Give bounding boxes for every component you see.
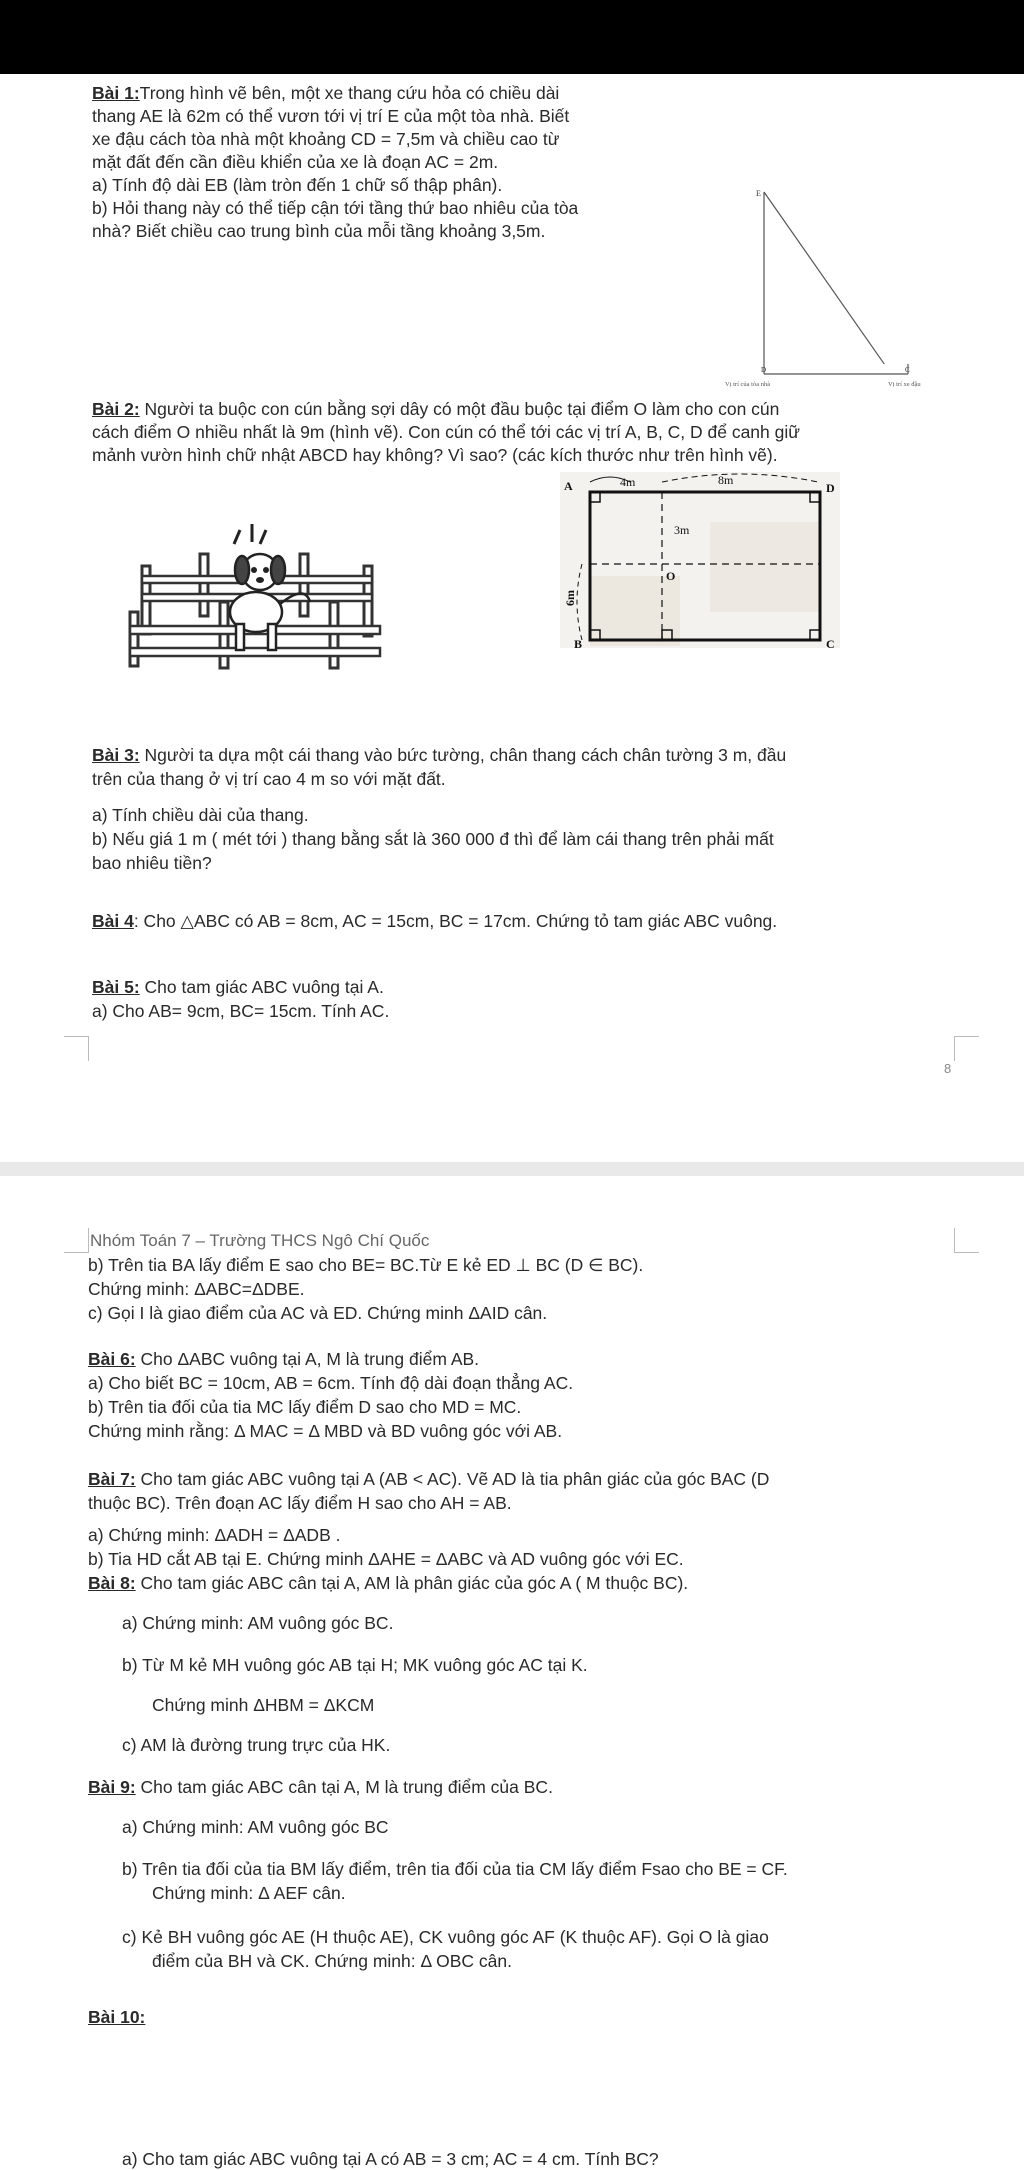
fig1-caption-truck: Vị trí xe đậu bbox=[888, 381, 921, 388]
exercise-5-line-1 bbox=[92, 976, 384, 998]
exercise-6-title: Bài 6: bbox=[88, 1349, 136, 1369]
exercise-2-line-3: mảnh vườn hình chữ nhật ABCD hay không? Vì sao? (các kích thước như trên hình vẽ). bbox=[92, 445, 778, 465]
exercise-8-line-1 bbox=[88, 1572, 688, 1594]
exercise-7-line-3: a) Chứng minh: ΔADH = ΔADB . bbox=[88, 1525, 341, 1545]
exercise-5-title: Bài 5: bbox=[92, 977, 140, 997]
exercise-10-line-1 bbox=[88, 2006, 145, 2028]
exercise-10-part-a: a) Cho tam giác ABC vuông tại A có AB = 3 cm; AC = 4 cm. Tính BC? bbox=[122, 2149, 659, 2169]
fig2-label-4m: 4m bbox=[620, 475, 636, 489]
exercise-1-line-6: b) Hỏi thang này có thể tiếp cận tới tầng thứ bao nhiêu của tòa bbox=[92, 198, 579, 218]
exercise-6-text: Cho ΔABC vuông tại A, M là trung điểm AB. bbox=[135, 1349, 480, 1369]
exercise-5-line-2: a) Cho AB= 9cm, BC= 15cm. Tính AC. bbox=[92, 1001, 390, 1021]
document-page-2 bbox=[0, 1176, 1024, 2169]
top-black-bar bbox=[0, 0, 1024, 74]
fig1-label-d: D bbox=[761, 366, 767, 374]
crop-mark-top-left bbox=[64, 1228, 89, 1253]
fig2-label-6m: 6m bbox=[563, 590, 577, 606]
fig2-label-8m: 8m bbox=[718, 473, 734, 487]
garden-rectangle-figure bbox=[560, 472, 840, 648]
exercise-7-line-4: b) Tia HD cắt AB tại E. Chứng minh ΔAHE = ΔABC và AD vuông góc với EC. bbox=[88, 1549, 684, 1569]
exercise-5-line-c: c) Gọi I là giao điểm của AC và ED. Chứng minh ΔAID cân. bbox=[88, 1303, 548, 1323]
exercise-3-title: Bài 3: bbox=[92, 745, 140, 765]
exercise-8-part-c: c) AM là đường trung trực của HK. bbox=[122, 1735, 391, 1755]
exercise-9-title: Bài 9: bbox=[88, 1777, 136, 1797]
exercise-5-line-b: b) Trên tia BA lấy điểm E sao cho BE= BC.Từ E kẻ ED ⊥ BC (D ∈ BC). bbox=[88, 1255, 644, 1275]
exercise-3-line-5: bao nhiêu tiền? bbox=[92, 853, 212, 873]
exercise-9-part-c: c) Kẻ BH vuông góc AE (H thuộc AE), CK vuông góc AF (K thuộc AF). Gọi O là giao bbox=[122, 1927, 769, 1947]
exercise-1-line-5: a) Tính độ dài EB (làm tròn đến 1 chữ số thập phân). bbox=[92, 175, 503, 195]
exercise-2-title: Bài 2: bbox=[92, 399, 140, 419]
dog-fence-illustration bbox=[120, 524, 390, 674]
fig2-label-b: B bbox=[574, 637, 583, 648]
exercise-4-line-1 bbox=[92, 910, 777, 932]
exercise-10-title: Bài 10: bbox=[88, 2007, 146, 2027]
exercise-1-line-4: mặt đất đến cần điều khiển của xe là đoạn AC = 2m. bbox=[92, 152, 499, 172]
exercise-9-line-1 bbox=[88, 1776, 553, 1798]
fig2-label-3m: 3m bbox=[674, 523, 690, 537]
exercise-6-line-4: Chứng minh rằng: Δ MAC = Δ MBD và BD vuông góc với AB. bbox=[88, 1421, 563, 1441]
page-header: Nhóm Toán 7 – Trường THCS Ngô Chí Quốc bbox=[90, 1231, 430, 1250]
exercise-2-text: Người ta buộc con cún bằng sợi dây có một đầu buộc tại điểm O làm cho con cún bbox=[139, 399, 780, 419]
exercise-3-line-3: a) Tính chiều dài của thang. bbox=[92, 805, 309, 825]
fig2-label-c: C bbox=[826, 637, 835, 648]
exercise-1-line-3: xe đậu cách tòa nhà một khoảng CD = 7,5m và chiều cao từ bbox=[92, 129, 560, 149]
exercise-1-text: Trong hình vẽ bên, một xe thang cứu hỏa có chiều dài bbox=[139, 83, 560, 103]
exercise-1-line-1 bbox=[92, 82, 559, 104]
exercise-3-text: Người ta dựa một cái thang vào bức tường, chân thang cách chân tường 3 m, đầu bbox=[139, 745, 787, 765]
fig1-label-c: C bbox=[905, 366, 910, 374]
crop-mark-top-right bbox=[954, 1228, 979, 1253]
crop-mark-left bbox=[64, 1036, 89, 1061]
exercise-6-line-1 bbox=[88, 1348, 479, 1370]
fig1-label-e: E bbox=[756, 189, 761, 198]
exercise-6-line-3: b) Trên tia đối của tia MC lấy điểm D sao cho MD = MC. bbox=[88, 1397, 522, 1417]
fig2-label-a: A bbox=[564, 479, 573, 493]
fire-ladder-figure bbox=[720, 114, 960, 374]
exercise-1-title: Bài 1: bbox=[92, 83, 140, 103]
exercise-4-title: Bài 4 bbox=[92, 911, 134, 931]
exercise-9-part-b-proof: Chứng minh: Δ AEF cân. bbox=[152, 1883, 346, 1903]
fig2-label-o: O bbox=[666, 569, 676, 583]
page-number: 8 bbox=[944, 1061, 952, 1076]
exercise-7-line-2: thuộc BC). Trên đoạn AC lấy điểm H sao cho AH = AB. bbox=[88, 1493, 512, 1513]
exercise-8-part-b-proof: Chứng minh ΔHBM = ΔKCM bbox=[152, 1695, 375, 1715]
page-separator bbox=[0, 1162, 1024, 1176]
exercise-4-text: : Cho △ABC có AB = 8cm, AC = 15cm, BC = 17cm. Chứng tỏ tam giác ABC vuông. bbox=[133, 911, 778, 931]
exercise-5-text: Cho tam giác ABC vuông tại A. bbox=[139, 977, 384, 997]
exercise-9-part-a: a) Chứng minh: AM vuông góc BC bbox=[122, 1817, 389, 1837]
fig2-label-d: D bbox=[826, 481, 835, 495]
exercise-8-part-b: b) Từ M kẻ MH vuông góc AB tại H; MK vuông góc AC tại K. bbox=[122, 1655, 588, 1675]
exercise-8-text: Cho tam giác ABC cân tại A, AM là phân giác của góc A ( M thuộc BC). bbox=[135, 1573, 689, 1593]
exercise-8-part-a: a) Chứng minh: AM vuông góc BC. bbox=[122, 1613, 394, 1633]
document-page-1 bbox=[0, 74, 1024, 1162]
fig1-caption-building: Vị trí của tòa nhà bbox=[725, 381, 771, 388]
exercise-1-line-7: nhà? Biết chiều cao trung bình của mỗi tầng khoảng 3,5m. bbox=[92, 221, 546, 241]
exercise-7-line-1 bbox=[88, 1468, 769, 1490]
exercise-9-part-b: b) Trên tia đối của tia BM lấy điểm, trên tia đối của tia CM lấy điểm Fsao cho BE = CF. bbox=[122, 1859, 788, 1879]
exercise-7-title: Bài 7: bbox=[88, 1469, 136, 1489]
exercise-5-line-b2: Chứng minh: ΔABC=ΔDBE. bbox=[88, 1279, 305, 1299]
exercise-6-line-2: a) Cho biết BC = 10cm, AB = 6cm. Tính độ dài đoạn thẳng AC. bbox=[88, 1373, 574, 1393]
exercise-3-line-4: b) Nếu giá 1 m ( mét tới ) thang bằng sắt là 360 000 đ thì để làm cái thang trên phải mất bbox=[92, 829, 774, 849]
exercise-9-part-c-2: điểm của BH và CK. Chứng minh: Δ OBC cân. bbox=[152, 1951, 512, 1971]
exercise-1-line-2: thang AE là 62m có thể vươn tới vị trí E của một tòa nhà. Biết bbox=[92, 106, 570, 126]
exercise-9-text: Cho tam giác ABC cân tại A, M là trung điểm của BC. bbox=[135, 1777, 553, 1797]
exercise-3-line-2: trên của thang ở vị trí cao 4 m so với mặt đất. bbox=[92, 769, 446, 789]
exercise-7-text: Cho tam giác ABC vuông tại A (AB < AC). Vẽ AD là tia phân giác của góc BAC (D bbox=[135, 1469, 770, 1489]
exercise-2-line-1 bbox=[92, 398, 779, 420]
exercise-2-line-2: cách điểm O nhiều nhất là 9m (hình vẽ). Con cún có thể tới các vị trí A, B, C, D để canh giữ bbox=[92, 422, 800, 442]
exercise-8-title: Bài 8: bbox=[88, 1573, 136, 1593]
crop-mark-right bbox=[954, 1036, 979, 1061]
exercise-3-line-1 bbox=[92, 744, 786, 766]
